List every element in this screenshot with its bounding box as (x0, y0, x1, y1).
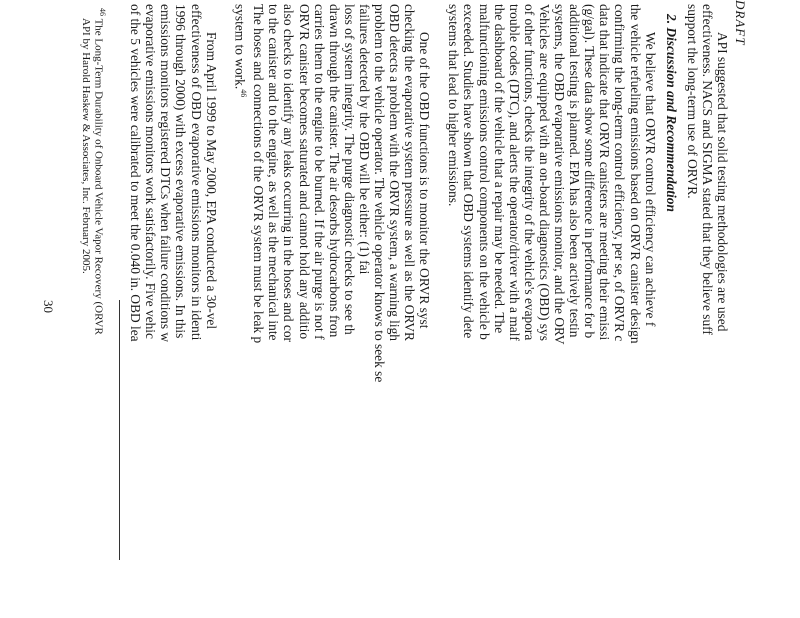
footnote-divider (119, 300, 120, 560)
footnote-ref: 46 (239, 89, 249, 98)
para3-line: 1996 through 2000) with excess evaporative emissions. In this (173, 4, 189, 339)
para2-line: drawn through the canister. The air desorbs hydrocarbons fron (326, 4, 342, 338)
para1-line: data that indicate that ORVR canisters are meeting their emissi (597, 4, 613, 341)
para2-line: failures detected by the OBD will be either: (1) fai (356, 4, 372, 275)
para2-line: One of the OBD functions is to monitor the ORVR syst (417, 32, 433, 329)
para2-line: carries them to the engine to be burned. If the air purge is not f (311, 4, 327, 340)
para1-line: systems, the OBD evaporative emissions monitor, and the ORV (552, 4, 568, 345)
para1-line: confirming the long-term control efficiency, per se, of ORVR c (612, 4, 628, 342)
page-number: 30 (41, 300, 56, 313)
para2-line: loss of system integrity. The purge diagnostic checks to see th (341, 4, 357, 335)
para1-line: the dashboard of the vehicle that a repair may be needed. The (491, 4, 507, 334)
para2-line: ORVR canister becomes saturated and cannot hold any additio (296, 4, 312, 340)
footnote-text-2: API by Harold Haskew & Associates, Inc. February 2005. (79, 18, 92, 274)
para2-line: problem to the vehicle operator. The vehicle operator knows to seek se (372, 4, 388, 383)
para2-line: checking the evaporative system pressure as well as the ORVR (402, 4, 418, 341)
para3-line: effectiveness of OBD evaporative emissions monitors in identi (188, 4, 204, 341)
para1-line: trouble codes (DTC), and alerts the operator/driver with a malf (506, 4, 522, 341)
para1-line: malfunctioning emissions control components on the vehicle b (476, 4, 492, 340)
para1-line: additional testing is planned. EPA has also been actively testin (567, 4, 583, 338)
footnote (79, 8, 108, 618)
para1-line: exceeded. Studies have shown that OBD systems identify dete (461, 4, 477, 339)
draft-label: DRAFT (733, 0, 748, 46)
para1-line: of other functions, checks the integrity of the vehicle's evapora (521, 4, 537, 341)
para2-last-line (233, 4, 252, 618)
para2-line: The hoses and connections of the ORVR system must be leak p (251, 4, 267, 344)
para3-line: evaporative emissions monitors work satisfactorily. Five vehic (143, 4, 159, 339)
para3-line: of the 5 vehicles were calibrated to meet the 0.040 in. OBD lea (128, 4, 144, 342)
intro-line: effectiveness. NACS and SIGMA stated that they believe suff (699, 4, 715, 335)
footnote-line-1 (92, 8, 108, 618)
intro-line: API suggested that solid testing methodologies are used (715, 32, 730, 332)
para1-line: (g/gal). These data show some difference in performance for b (582, 4, 598, 339)
para1-line: the vehicle refueling emissions based on ORVR canister design (627, 4, 643, 344)
footnote-number: 46 (98, 8, 107, 16)
para2-line: system to work. (232, 4, 248, 90)
para3-line: emissions monitors registered DTCs when failure conditions w (158, 4, 174, 343)
footnote-text-1: The Long-Term Durability of Onboard Vehicle Vapor Recovery (ORVR (92, 18, 105, 335)
document-body (128, 4, 730, 618)
intro-line: support the long-term use of ORVR. (684, 4, 700, 199)
section-heading: 2. Discussion and Recommendation (663, 14, 679, 212)
para1-line: Vehicles are equipped with an on-board diagnostics (OBD) sys (536, 4, 552, 341)
para2-line: to the canister and to the engine, as well as the mechanical inte (266, 4, 282, 341)
para2-line: OBD detects a problem with the ORVR system, a warning ligh (387, 4, 403, 341)
para1-line: systems that lead to higher emissions. (446, 4, 462, 207)
para2-line: also checks to identify any leaks occurring in the hoses and cor (281, 4, 297, 343)
para1-line: We believe that ORVR control efficiency can achieve f (642, 32, 658, 327)
paragraph-gap (219, 4, 233, 618)
para3-line: From April 1999 to May 2000, EPA conducted a 30-vel (203, 32, 219, 330)
paragraph-gap (432, 4, 446, 618)
